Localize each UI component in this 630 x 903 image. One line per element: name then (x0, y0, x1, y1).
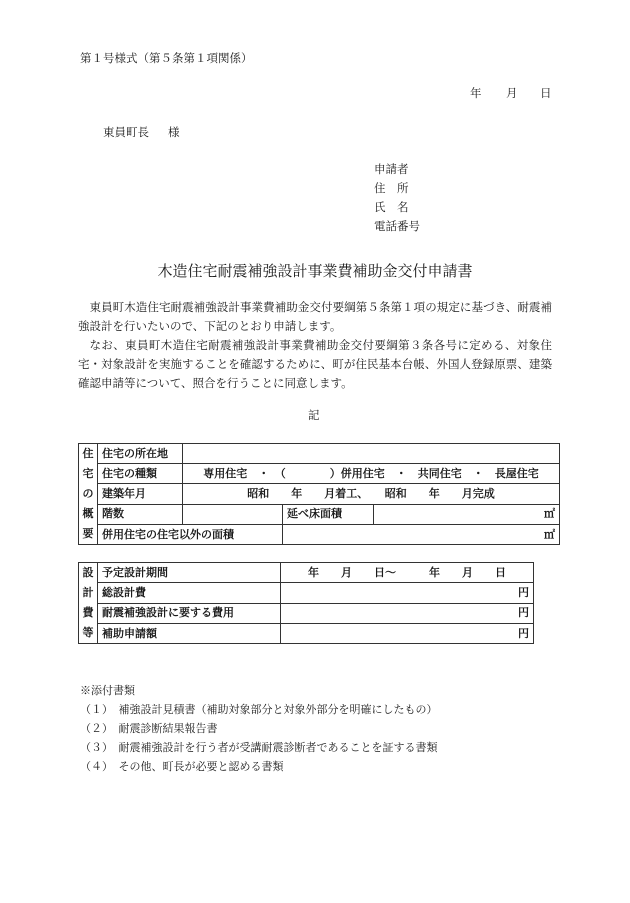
attachments-heading: ※添付書類 (80, 684, 135, 697)
floor-area-field[interactable] (374, 504, 560, 524)
reinforce-cost-field[interactable] (281, 603, 534, 623)
yen-unit: 円 (518, 586, 529, 599)
built-label: 建築年月 (98, 484, 183, 504)
nonres-area-field[interactable] (283, 524, 560, 544)
applicant-phone-label: 電話番号 (374, 219, 420, 233)
attachments (80, 681, 438, 776)
reinforce-cost-label: 耐震補強設計に要する費用 (98, 603, 281, 623)
type-options[interactable]: 専用住宅 ・ （ ）併用住宅 ・ 共同住宅 ・ 長屋住宅 (183, 464, 560, 484)
total-cost-field[interactable] (281, 583, 534, 603)
applicant-address-label: 住 所 (374, 181, 409, 195)
design-side-label: 設 計 費 等 (79, 563, 98, 644)
location-field[interactable] (183, 444, 560, 464)
location-label: 住宅の所在地 (98, 444, 183, 464)
applicant-label: 申請者 (374, 162, 409, 176)
period-label: 予定設計期間 (98, 563, 281, 583)
body-paragraph-1: 東員町木造住宅耐震補強設計事業費補助金交付要綱第５条第１項の規定に基づき、耐震補強設計を行いたいので、下記のとおり申請します。 (78, 300, 552, 333)
floors-field[interactable] (183, 504, 283, 524)
addressee-honorific: 様 (168, 125, 180, 139)
floors-label: 階数 (98, 504, 183, 524)
built-field[interactable]: 昭和 年 月着工、 昭和 年 月完成 (183, 484, 560, 504)
date-day: 日 (540, 86, 552, 100)
sqm-unit: ㎡ (544, 507, 555, 521)
overview-side-label: 住 宅 の 概 要 (79, 444, 98, 545)
applicant-name-label: 氏 名 (374, 200, 409, 214)
yen-unit: 円 (518, 606, 529, 620)
attachment-item: （４） その他、町長が必要と認める書類 (80, 760, 284, 773)
attachment-item: （１） 補強設計見積書（補助対象部分と対象外部分を明確にしたもの） (80, 703, 438, 716)
attachment-item: （３） 耐震補強設計を行う者が受講耐震診断者であることを証する書類 (80, 741, 438, 754)
type-label: 住宅の種類 (98, 464, 183, 484)
date-year: 年 (470, 86, 482, 100)
floor-area-label: 延べ床面積 (283, 504, 374, 524)
document-title: 木造住宅耐震補強設計事業費補助金交付申請書 (157, 262, 473, 280)
body-paragraph-2: なお、東員町木造住宅耐震補強設計事業費補助金交付要綱第３条各号に定める、対象住宅・対象設計を実施することを確認するために、町が住民基本台帳、外国人登録原票、建築確認申請等について、照合を行うことに同意します。 (78, 338, 552, 390)
subsidy-label: 補助申請額 (98, 623, 281, 643)
form-number: 第１号様式（第５条第１項関係） (80, 51, 253, 65)
ki-label: 記 (308, 408, 320, 422)
period-field[interactable]: 年 月 日～ 年 月 日 (281, 563, 534, 583)
subsidy-field[interactable] (281, 623, 534, 643)
sqm-unit: ㎡ (544, 527, 555, 541)
total-cost-label: 総設計費 (98, 583, 281, 603)
design-cost-table (78, 562, 534, 644)
date-month: 月 (506, 86, 518, 100)
nonres-area-label: 併用住宅の住宅以外の面積 (98, 524, 283, 544)
addressee-name: 東員町長 (103, 125, 149, 139)
attachment-item: （２） 耐震診断結果報告書 (80, 722, 218, 735)
body-text (78, 298, 552, 393)
housing-overview-table (78, 443, 560, 545)
yen-unit: 円 (518, 626, 529, 640)
